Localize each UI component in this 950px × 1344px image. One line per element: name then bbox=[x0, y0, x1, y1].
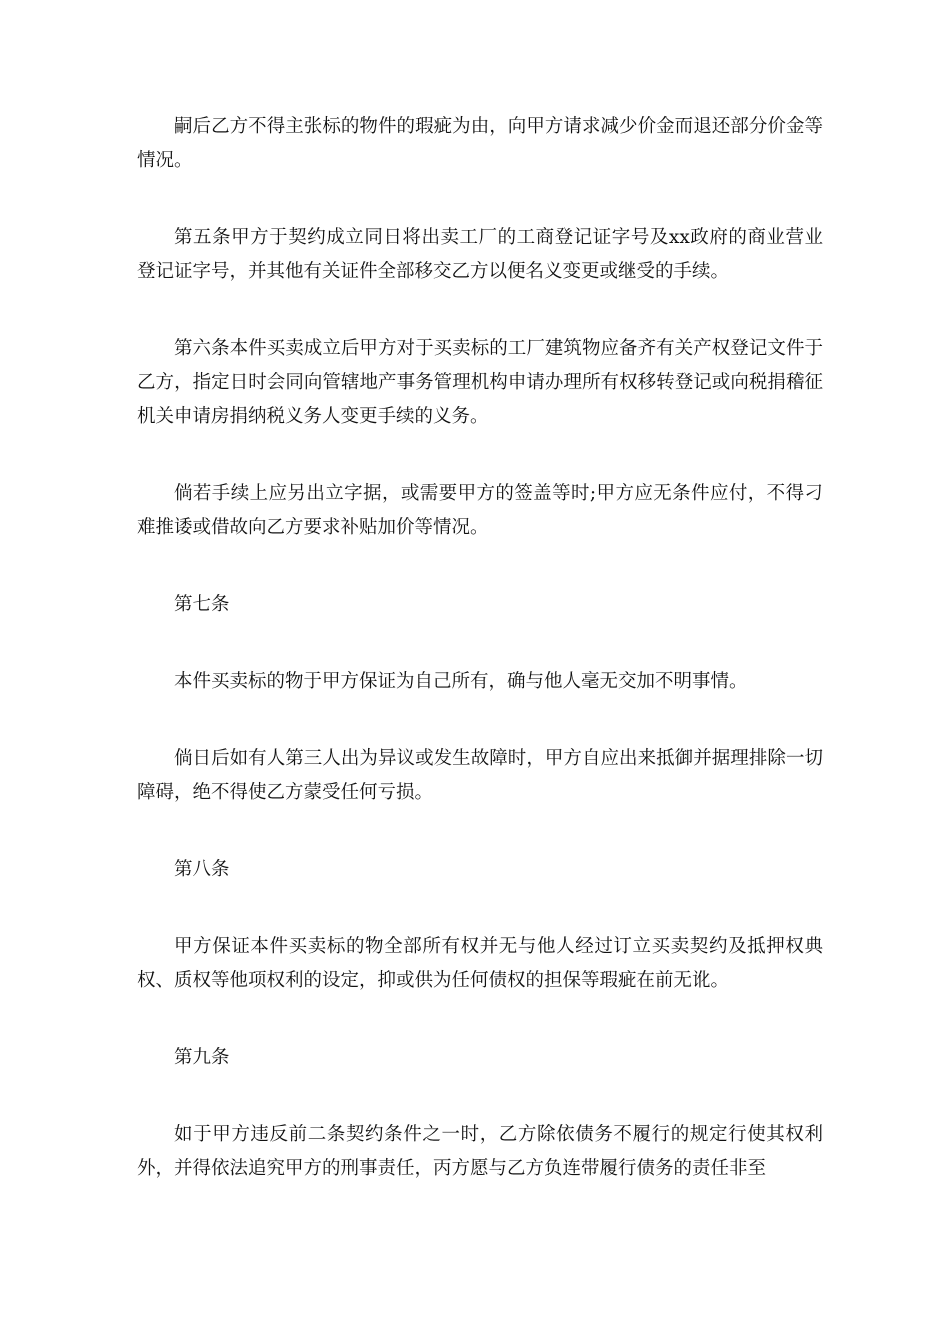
article-8-heading: 第八条 bbox=[174, 859, 230, 880]
paragraph-defect-claim: 嗣后乙方不得主张标的物件的瑕疵为由，向甲方请求减少价金而退还部分价金等情况。 bbox=[137, 116, 823, 171]
document-body bbox=[137, 110, 823, 1229]
paragraph-formalities: 倘若手续上应另出立字据，或需要甲方的签盖等时;甲方应无条件应付，不得刁难推诿或借故向乙方要求补贴加价等情况。 bbox=[137, 483, 823, 538]
paragraph-ownership-guarantee: 本件买卖标的物于甲方保证为自己所有，确与他人毫无交加不明事情。 bbox=[174, 671, 748, 692]
article-9-heading: 第九条 bbox=[174, 1047, 230, 1068]
article-7-heading: 第七条 bbox=[174, 594, 230, 615]
paragraph-third-party-objection: 倘日后如有人第三人出为异议或发生故障时，甲方自应出来抵御并据理排除一切障碍，绝不得使乙方蒙受任何亏损。 bbox=[137, 748, 823, 803]
paragraph-article-6: 第六条本件买卖成立后甲方对于买卖标的工厂建筑物应备齐有关产权登记文件于乙方，指定日时会同向管辖地产事务管理机构申请办理所有权移转登记或向税捐稽征机关申请房捐纳税义务人变更手续的义务。 bbox=[137, 338, 823, 427]
paragraph-article-5: 第五条甲方于契约成立同日将出卖工厂的工商登记证字号及xx政府的商业营业登记证字号，并其他有关证件全部移交乙方以便名义变更或继受的手续。 bbox=[137, 227, 823, 282]
paragraph-no-encumbrance: 甲方保证本件买卖标的物全部所有权并无与他人经过订立买卖契约及抵押权典权、质权等他项权利的设定，抑或供为任何债权的担保等瑕疵在前无讹。 bbox=[137, 936, 823, 991]
paragraph-breach-liability: 如于甲方违反前二条契约条件之一时，乙方除依债务不履行的规定行使其权利外，并得依法追究甲方的刑事责任，丙方愿与乙方负连带履行债务的责任非至 bbox=[137, 1124, 823, 1179]
